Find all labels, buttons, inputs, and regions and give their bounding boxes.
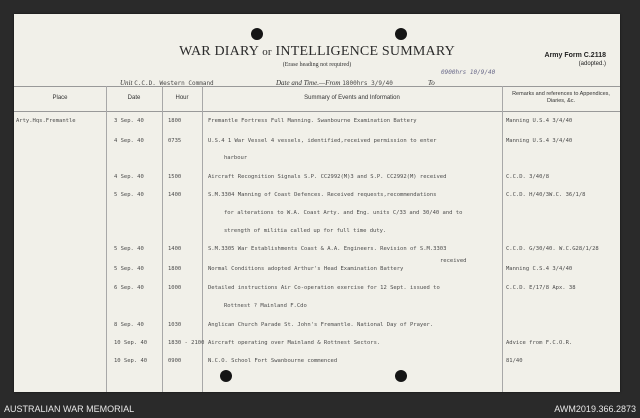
row-remarks: C.C.D. E/17/8 Apx. 38 xyxy=(506,285,576,291)
title-intelligence-summary: INTELLIGENCE SUMMARY xyxy=(275,44,455,59)
row-date: 10 Sep. 40 xyxy=(114,358,148,364)
unit-label: Unit xyxy=(120,79,133,87)
date-to-value: 0900hrs 10/9/40 xyxy=(441,69,496,76)
date-from-value: 1800hrs 3/9/40 xyxy=(342,80,393,87)
row-hour: 1030 xyxy=(168,322,182,328)
column-divider xyxy=(502,86,503,392)
row-summary: Rottnest ? Mainland F.Cdo xyxy=(224,303,307,309)
row-date: 5 Sep. 40 xyxy=(114,266,144,272)
row-hour: 1800 xyxy=(168,118,182,124)
punch-hole xyxy=(251,28,263,40)
row-summary: S.M.3305 War Establishments Coast & A.A. Engineers. Revision of S.M.3303 xyxy=(208,246,447,252)
diary-table xyxy=(14,86,620,393)
column-divider xyxy=(202,86,203,392)
row-hour: 0900 xyxy=(168,358,182,364)
row-remarks: 81/40 xyxy=(506,358,523,364)
row-hour: 1400 xyxy=(168,192,182,198)
row-summary: Anglican Church Parade St. John's Fremantle. National Day of Prayer. xyxy=(208,322,434,328)
row-summary: N.C.O. School Fort Swanbourne commenced xyxy=(208,358,338,364)
row-summary: Aircraft operating over Mainland & Rottnest Sectors. xyxy=(208,340,381,346)
column-divider xyxy=(162,86,163,392)
title-or: or xyxy=(262,46,272,58)
unit-value: C.C.D. Western Command xyxy=(134,80,214,87)
row-summary: S.M.3304 Manning of Coast Defences. Received requests,recommendations xyxy=(208,192,437,198)
page-title xyxy=(14,44,620,60)
footer-reference: AWM2019.366.2873 xyxy=(554,404,636,414)
row-date: 3 Sep. 40 xyxy=(114,118,144,124)
row-summary: U.S.4 1 War Vessel 4 vessels, identified,received permission to enter xyxy=(208,138,437,144)
row-summary: received xyxy=(440,258,467,264)
row-remarks: Manning U.S.4 3/4/40 xyxy=(506,118,573,124)
row-remarks: C.C.D. 3/40/8 xyxy=(506,174,550,180)
header-row-divider xyxy=(14,111,620,112)
diary-sheet xyxy=(14,14,620,392)
row-summary: Detailed instructions Air Co-operation exercise for 12 Sept. issued to xyxy=(208,285,440,291)
row-date: 5 Sep. 40 xyxy=(114,192,144,198)
row-hour: 1400 xyxy=(168,246,182,252)
row-remarks: Advice from F.C.O.R. xyxy=(506,340,573,346)
row-summary: for alterations to W.A. Coast Arty. and Eng. units C/33 and 30/40 and to xyxy=(224,210,463,216)
footer-credit: AUSTRALIAN WAR MEMORIAL xyxy=(4,404,135,414)
row-summary: Fremantle Fortress Full Manning. Swanbourne Examination Battery xyxy=(208,118,417,124)
row-summary: Normal Conditions adopted Arthur's Head Examination Battery xyxy=(208,266,404,272)
row-summary: harbour xyxy=(224,155,248,161)
row-remarks: Manning U.S.4 3/4/40 xyxy=(506,138,573,144)
army-form-number: Army Form C.2118 xyxy=(544,52,606,59)
column-header-hour: Hour xyxy=(175,95,189,101)
subtitle: (Erase heading not required) xyxy=(282,62,352,68)
row-date: 6 Sep. 40 xyxy=(114,285,144,291)
row-date: 4 Sep. 40 xyxy=(114,138,144,144)
row-place: Arty.Hqs.Fremantle xyxy=(16,118,76,124)
row-remarks: C.C.D. G/30/40. W.C.G28/1/28 xyxy=(506,246,599,252)
column-divider xyxy=(106,86,107,392)
title-war-diary: WAR DIARY xyxy=(179,44,259,59)
column-header-remarks: Remarks and references to Appendices, Diaries, &c. xyxy=(512,91,610,104)
row-date: 5 Sep. 40 xyxy=(114,246,144,252)
column-header-place: Place xyxy=(52,95,68,101)
row-date: 8 Sep. 40 xyxy=(114,322,144,328)
row-hour: 1500 xyxy=(168,174,182,180)
punch-hole xyxy=(395,28,407,40)
row-date: 4 Sep. 40 xyxy=(114,174,144,180)
row-hour: 1800 xyxy=(168,266,182,272)
date-to-label: To xyxy=(428,79,435,87)
column-header-summary: Summary of Events and Information xyxy=(304,95,400,101)
row-hour: 1830 - 2100 xyxy=(168,340,205,346)
row-summary: Aircraft Recognition Signals S.P. CC2992(M)3 and S.P. CC2992(M) received xyxy=(208,174,447,180)
row-remarks: Manning C.S.4 3/4/40 xyxy=(506,266,573,272)
row-hour: 0735 xyxy=(168,138,182,144)
army-form-label xyxy=(545,52,606,68)
date-time-label: Date and Time.—From xyxy=(276,79,341,87)
column-header-date: Date xyxy=(127,95,141,101)
row-summary: strength of militia called up for full time duty. xyxy=(224,228,387,234)
army-form-adopted: (adopted.) xyxy=(578,61,606,67)
row-remarks: C.C.D. H/40/3W.C. 36/1/8 xyxy=(506,192,586,198)
row-hour: 1000 xyxy=(168,285,182,291)
row-date: 10 Sep. 40 xyxy=(114,340,148,346)
